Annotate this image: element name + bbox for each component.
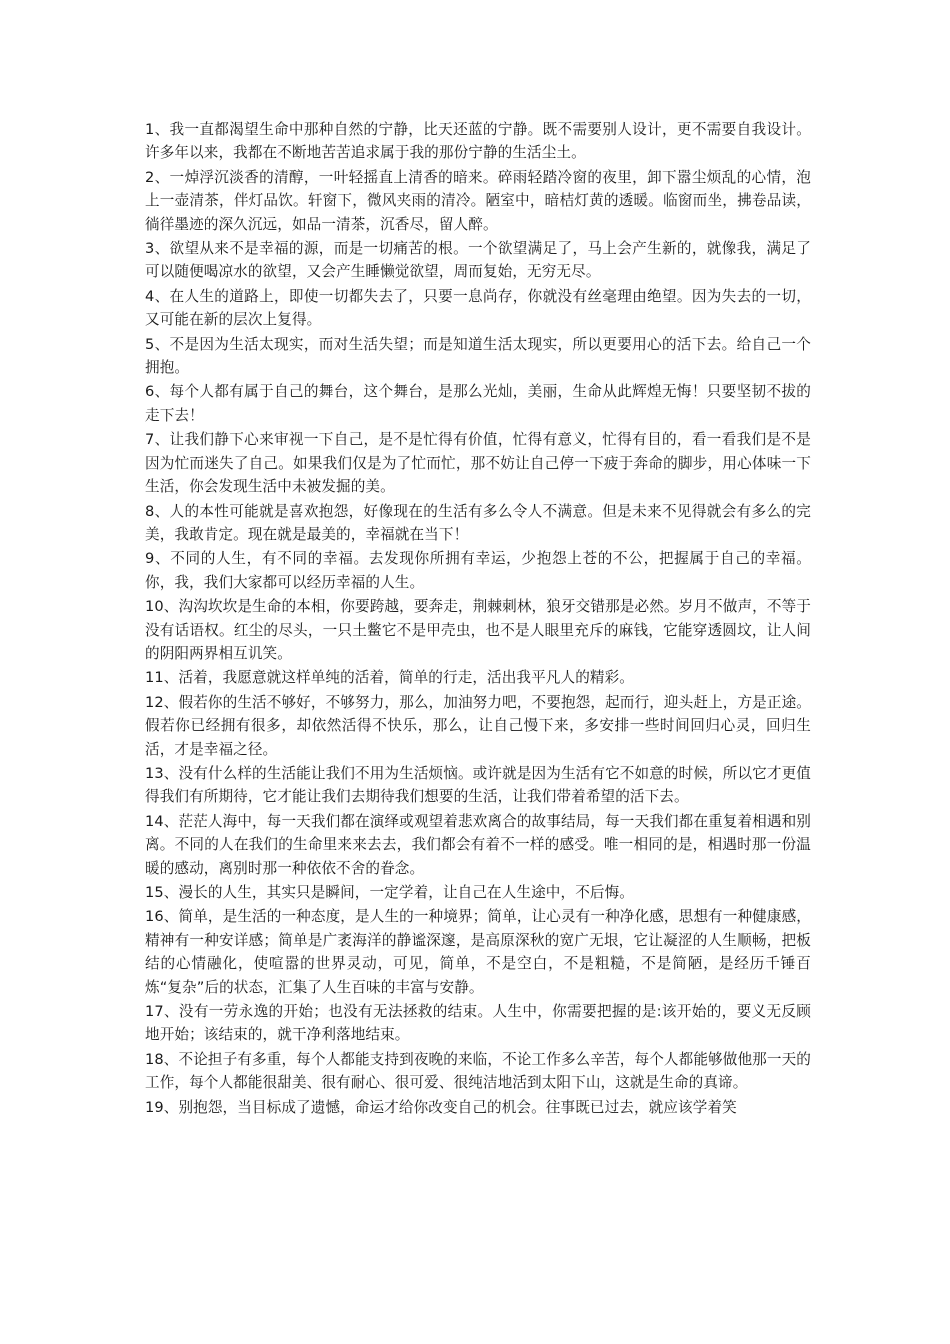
paragraph-13: 13、没有什么样的生活能让我们不用为生活烦恼。或许就是因为生活有它不如意的时候，所以它才更值得我们有所期待，它才能让我们去期待我们想要的生活，让我们带着希望的活下去。 [145,764,811,806]
paragraph-5: 5、不是因为生活太现实，而对生活失望；而是知道生活太现实，所以更要用心的活下去。给自己一个拥抱。 [145,335,811,377]
paragraph-7: 7、让我们静下心来审视一下自己，是不是忙得有价值，忙得有意义，忙得有目的，看一看我们是不是因为忙而迷失了自己。如果我们仅是为了忙而忙，那不妨让自己停一下疲于奔命的脚步，用心体味一下生活，你会发现生活中未被发掘的美。 [145,431,811,496]
paragraph-15: 15、漫长的人生，其实只是瞬间，一定学着，让自己在人生途中，不后悔。 [145,884,634,901]
paragraph-9: 9、不同的人生，有不同的幸福。去发现你所拥有幸运，少抱怨上苍的不公，把握属于自己的幸福。你，我，我们大家都可以经历幸福的人生。 [145,550,811,591]
paragraph-3: 3、欲望从来不是幸福的源，而是一切痛苦的根。一个欲望满足了，马上会产生新的，就像我，满足了可以随便喝凉水的欲望，又会产生睡懒觉欲望，周而复始，无穷无尽。 [145,240,811,281]
paragraph-18: 18、不论担子有多重，每个人都能支持到夜晚的来临，不论工作多么辛苦，每个人都能够做他那一天的工作，每个人都能很甜美、很有耐心、很可爱、很纯洁地活到太阳下山，这就是生命的真谛。 [145,1050,811,1092]
paragraph-4: 4、在人生的道路上，即使一切都失去了，只要一息尚存，你就没有丝毫理由绝望。因为失去的一切，又可能在新的层次上复得。 [145,287,811,329]
paragraph-10: 10、沟沟坎坎是生命的本相，你要跨越，要奔走，荆棘刺林，狼牙交错那是必然。岁月不做声，不等于没有话语权。红尘的尽头，一只土鳖它不是甲壳虫，也不是人眼里充斥的麻钱，它能穿透圆坟，让人间的阴阳两界相互讥笑。 [145,598,811,662]
paragraph-19: 19、别抱怨，当目标成了遗憾，命运才给你改变自己的机会。往事既已过去，就应该学着笑 [145,1098,737,1116]
paragraph-2: 2、一焯浮沉淡香的清醇，一叶轻摇直上清香的暗来。碎雨轻踏冷窗的夜里，卸下嚣尘烦乱的心情，泡上一壶清茶，伴灯品饮。轩窗下，微风夹雨的清冷。陋室中，暗桔灯黄的透暖。临窗而坐，拂卷品读，徜徉墨迹的深久沉远，如品一清茶，沉香尽，留人醉。 [145,168,811,233]
paragraph-17: 17、没有一劳永逸的开始；也没有无法拯救的结束。人生中，你需要把握的是:该开始的，要义无反顾地开始；该结束的，就干净利落地结束。 [145,1003,811,1044]
paragraph-11: 11、活着，我愿意就这样单纯的活着，简单的行走，活出我平凡人的精彩。 [145,669,634,687]
paragraph-1: 1、我一直都渴望生命中那种自然的宁静，比天还蓝的宁静。既不需要别人设计，更不需要自我设计。许多年以来，我都在不断地苦苦追求属于我的那份宁静的生活尘土。 [145,121,811,162]
paragraph-12: 12、假若你的生活不够好，不够努力，那么，加油努力吧，不要抱怨，起而行，迎头赶上，方是正途。假若你已经拥有很多，却依然活得不快乐，那么，让自己慢下来，多安排一些时间回归心灵，回归生活，才是幸福之径。 [145,693,811,758]
document-body [145,118,811,1120]
paragraph-14: 14、茫茫人海中，每一天我们都在演绎或观望着悲欢离合的故事结局，每一天我们都在重复着相遇和别离。不同的人在我们的生命里来来去去，我们都会有着不一样的感受。唯一相同的是，相遇时那一份温暖的感动，离别时那一种依依不舍的眷念。 [145,812,811,877]
paragraph-16: 16、简单，是生活的一种态度，是人生的一种境界；简单，让心灵有一种净化感，思想有一种健康感，精神有一种安详感；简单是广袤海洋的静谧深邃，是高原深秋的宽广无垠，它让凝涩的人生顺畅，把板结的心情融化，使喧嚣的世界灵动，可见，简单，不是空白，不是粗糙，不是简陋，是经历千锤百炼“复杂”后的状态，汇集了人生百味的丰富与安静。 [145,908,811,996]
paragraph-8: 8、人的本性可能就是喜欢抱怨，好像现在的生活有多么令人不满意。但是未来不见得就会有多么的完美，我敢肯定。现在就是最美的，幸福就在当下！ [145,502,811,543]
paragraph-6: 6、每个人都有属于自己的舞台，这个舞台，是那么光灿，美丽，生命从此辉煌无悔！只要坚韧不拔的走下去！ [145,383,811,424]
